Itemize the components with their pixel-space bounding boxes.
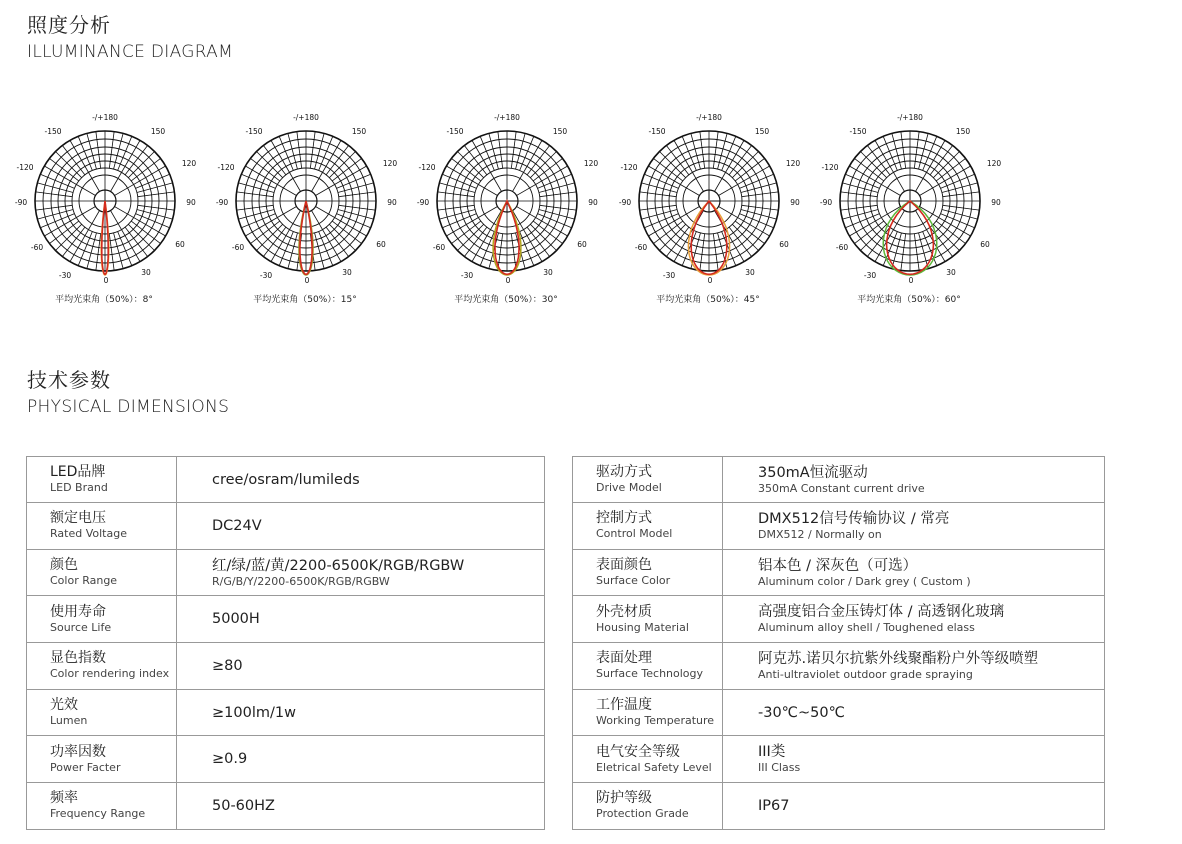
- spec-label-cn: 光效: [50, 697, 78, 714]
- grid-spoke: [237, 192, 274, 197]
- angle-label-bottom-left: -30: [259, 271, 273, 280]
- spec-label-cn: 频率: [50, 790, 78, 807]
- angle-label-right-upper: 120: [181, 159, 197, 168]
- spec-label-en: Lumen: [50, 714, 88, 728]
- angle-label-left-lower: -60: [231, 243, 245, 252]
- angle-label-left-upper: -120: [217, 163, 235, 172]
- spec-label-cell: [27, 596, 177, 643]
- angle-label-right-lower: 60: [175, 240, 185, 249]
- spec-value: cree/osram/lumileds: [212, 471, 360, 488]
- spec-label-cn: 使用寿命: [50, 603, 106, 620]
- spec-label-cn: 外壳材质: [596, 603, 652, 620]
- spec-value-sub: R/G/B/Y/2200-6500K/RGB/RGBW: [212, 574, 390, 588]
- left-spec-row: [27, 503, 545, 550]
- angle-label-right: 90: [186, 198, 196, 207]
- spec-label-cn: 表面颜色: [596, 557, 652, 574]
- spec-value-sub: 350mA Constant current drive: [758, 481, 925, 495]
- grid-spoke: [732, 224, 758, 250]
- angle-label-bottom-left: -30: [58, 271, 72, 280]
- grid-spoke: [257, 224, 283, 250]
- grid-spoke: [943, 205, 980, 210]
- grid-spoke: [310, 132, 315, 169]
- spec-label-cn: 额定电压: [50, 510, 106, 527]
- angle-label-top-left: -150: [648, 127, 666, 136]
- angle-label-top-left: -150: [245, 127, 263, 136]
- spec-value-cell: [723, 457, 1105, 503]
- angle-label-left: -90: [14, 198, 28, 207]
- grid-spoke: [339, 205, 376, 210]
- spec-value: ≥100lm/1w: [212, 704, 296, 721]
- polar-diagram: [810, 108, 1010, 308]
- angle-label-bottom: 0: [304, 276, 310, 285]
- right-spec-row: [573, 596, 1105, 643]
- grid-spoke: [530, 224, 556, 250]
- spec-value-cell: [723, 503, 1105, 550]
- grid-spoke: [96, 234, 101, 271]
- angle-label-top-left: -150: [446, 127, 464, 136]
- grid-spoke: [138, 192, 175, 197]
- polar-chart-svg: [609, 108, 809, 298]
- spec-label-en: Frequency Range: [50, 807, 146, 821]
- left-spec-row: [27, 783, 545, 830]
- grid-spoke: [329, 224, 355, 250]
- spec-label-en: Color rendering index: [50, 667, 170, 681]
- angle-label-left-lower: -60: [432, 243, 446, 252]
- right-spec-row: [573, 783, 1105, 830]
- spec-value: 阿克苏.诺贝尔抗紫外线聚酯粉户外等级喷塑: [758, 650, 1039, 667]
- spec-label-cn: 颜色: [50, 557, 78, 574]
- spec-label-en: LED Brand: [50, 481, 108, 494]
- grid-spoke: [36, 192, 73, 197]
- spec-label-en: Rated Voltage: [50, 527, 127, 541]
- spec-value-sub: DMX512 / Normally on: [758, 527, 882, 541]
- spec-label-en: Working Temperature: [596, 714, 715, 728]
- grid-spoke: [540, 192, 577, 197]
- grid-spoke: [640, 192, 677, 197]
- right-spec-row: [573, 736, 1105, 783]
- angle-label-right-upper: 120: [785, 159, 801, 168]
- polar-diagram: [5, 108, 205, 308]
- spec-value: 铝本色 / 深灰色（可选）: [758, 557, 918, 574]
- section-title-cn: 照度分析: [27, 13, 111, 37]
- spec-label-cell: [573, 689, 723, 736]
- angle-label-left-upper: -120: [821, 163, 839, 172]
- angle-label-top-right: 150: [351, 127, 367, 136]
- spec-label-en: Power Facter: [50, 760, 121, 774]
- grid-spoke: [458, 152, 484, 178]
- grid-spoke: [841, 205, 878, 210]
- angle-label-left-upper: -120: [16, 163, 34, 172]
- angle-label-left-upper: -120: [620, 163, 638, 172]
- spec-label-en: Control Model: [596, 527, 673, 541]
- spec-value-cell: [723, 736, 1105, 783]
- grid-spoke: [109, 132, 114, 169]
- spec-label-en: Drive Model: [596, 481, 662, 494]
- grid-spoke: [109, 234, 114, 271]
- grid-spoke: [540, 205, 577, 210]
- grid-spoke: [933, 152, 959, 178]
- spec-value-sub: Aluminum alloy shell / Toughened elass: [758, 621, 975, 635]
- grid-spoke: [498, 132, 503, 169]
- grid-spoke: [498, 234, 503, 271]
- polar-diagram: [206, 108, 406, 308]
- spec-value-cell: [177, 783, 545, 830]
- grid-spoke: [713, 234, 718, 271]
- grid-spoke: [713, 132, 718, 169]
- grid-spoke: [660, 224, 686, 250]
- angle-label-left-lower: -60: [835, 243, 849, 252]
- angle-label-left: -90: [215, 198, 229, 207]
- grid-spoke: [742, 192, 779, 197]
- spec-label-en: Source Life: [50, 620, 112, 634]
- left-spec-row: [27, 689, 545, 736]
- angle-label-bottom: 0: [707, 276, 713, 285]
- polar-chart-svg: [810, 108, 1010, 298]
- angle-label-bottom-left: -30: [863, 271, 877, 280]
- spec-value: III类: [758, 744, 786, 761]
- angle-label-right-lower: 60: [779, 240, 789, 249]
- grid-spoke: [530, 152, 556, 178]
- spec-value-cell: [723, 643, 1105, 690]
- right-spec-row: [573, 689, 1105, 736]
- spec-label-cell: [573, 736, 723, 783]
- angle-label-top-right: 150: [754, 127, 770, 136]
- angle-label-right: 90: [387, 198, 397, 207]
- spec-label-cn: 控制方式: [596, 510, 652, 527]
- spec-value-cell: [177, 503, 545, 550]
- angle-label-right-upper: 120: [583, 159, 599, 168]
- spec-value: 50-60HZ: [212, 797, 275, 814]
- grid-spoke: [511, 234, 516, 271]
- grid-spoke: [943, 192, 980, 197]
- spec-label-cell: [573, 783, 723, 830]
- spec-value-cell: [177, 643, 545, 690]
- angle-label-bottom: 0: [908, 276, 914, 285]
- angle-label-left-lower: -60: [634, 243, 648, 252]
- grid-spoke: [901, 234, 906, 271]
- beam-angle-caption: 平均光束角（50%）：8°: [55, 295, 153, 305]
- grid-spoke: [56, 152, 82, 178]
- angle-label-right-lower: 60: [376, 240, 386, 249]
- angle-label-left-lower: -60: [30, 243, 44, 252]
- grid-spoke: [297, 132, 302, 169]
- spec-value-cell: [723, 549, 1105, 596]
- spec-label-en: Protection Grade: [596, 807, 689, 821]
- left-spec-row: [27, 736, 545, 783]
- spec-label-cn: LED品牌: [50, 464, 106, 480]
- angle-label-top: -/+180: [494, 113, 520, 122]
- spec-label-cn: 防护等级: [596, 790, 652, 807]
- grid-spoke: [901, 132, 906, 169]
- spec-label-cn: 表面处理: [596, 650, 652, 667]
- grid-spoke: [640, 205, 677, 210]
- beam-angle-caption: 平均光束角（50%）：45°: [656, 295, 760, 305]
- spec-label-cell: [573, 549, 723, 596]
- spec-value-cell: [177, 596, 545, 643]
- spec-label-cell: [27, 457, 177, 503]
- angle-label-right-lower: 60: [980, 240, 990, 249]
- spec-label-cell: [573, 503, 723, 550]
- spec-value: 高强度铝合金压铸灯体 / 高透钢化玻璃: [758, 604, 1005, 621]
- spec-table-right: [572, 456, 1105, 830]
- grid-spoke: [660, 152, 686, 178]
- angle-label-right-upper: 120: [986, 159, 1002, 168]
- angle-label-right: 90: [790, 198, 800, 207]
- spec-label-cell: [573, 596, 723, 643]
- spec-label-cell: [27, 549, 177, 596]
- spec-value-sub: III Class: [758, 761, 801, 775]
- polar-chart-svg: [407, 108, 607, 298]
- polar-chart-svg: [5, 108, 205, 298]
- angle-label-bottom: 0: [505, 276, 511, 285]
- spec-value-sub: Anti-ultraviolet outdoor grade spraying: [758, 667, 973, 681]
- grid-spoke: [96, 132, 101, 169]
- angle-label-bottom-left: -30: [460, 271, 474, 280]
- angle-label-left: -90: [819, 198, 833, 207]
- spec-value: DMX512信号传输协议 / 常亮: [758, 510, 950, 527]
- spec-value: -30℃~50℃: [758, 704, 845, 721]
- spec-value: 5000H: [212, 611, 260, 628]
- spec-label-en: Housing Material: [596, 620, 689, 634]
- angle-label-bottom-right: 30: [543, 268, 553, 277]
- angle-label-bottom-right: 30: [745, 268, 755, 277]
- polar-diagram: [609, 108, 809, 308]
- spec-label-cell: [573, 457, 723, 503]
- angle-label-bottom-right: 30: [141, 268, 151, 277]
- spec-label-cn: 工作温度: [596, 697, 652, 714]
- beam-angle-caption: 平均光束角（50%）：60°: [857, 295, 961, 305]
- grid-spoke: [36, 205, 73, 210]
- angle-label-top-right: 150: [955, 127, 971, 136]
- angle-label-left-upper: -120: [418, 163, 436, 172]
- grid-spoke: [329, 152, 355, 178]
- spec-label-cell: [27, 689, 177, 736]
- grid-spoke: [700, 234, 705, 271]
- section-title-en-2: PHYSICAL DIMENSIONS: [27, 397, 230, 417]
- spec-value: ≥0.9: [212, 751, 248, 768]
- section-title-en: ILLUMINANCE DIAGRAM: [27, 42, 234, 62]
- grid-spoke: [257, 152, 283, 178]
- grid-spoke: [237, 205, 274, 210]
- spec-value-cell: [177, 457, 545, 503]
- spec-label-en: Surface Technology: [596, 667, 704, 681]
- right-spec-row: [573, 549, 1105, 596]
- spec-value-cell: [177, 736, 545, 783]
- grid-spoke: [138, 205, 175, 210]
- spec-label-cell: [27, 503, 177, 550]
- grid-spoke: [438, 192, 475, 197]
- left-spec-row: [27, 643, 545, 690]
- spec-value: 红/绿/蓝/黄/2200-6500K/RGB/RGBW: [212, 557, 465, 574]
- grid-spoke: [914, 234, 919, 271]
- angle-label-bottom: 0: [103, 276, 109, 285]
- spec-value-cell: [177, 549, 545, 596]
- grid-spoke: [339, 192, 376, 197]
- right-spec-row: [573, 503, 1105, 550]
- polar-diagram: [407, 108, 607, 308]
- section-title-cn-2: 技术参数: [27, 368, 111, 392]
- angle-label-top-left: -150: [849, 127, 867, 136]
- spec-value: IP67: [758, 797, 790, 814]
- grid-spoke: [458, 224, 484, 250]
- grid-spoke: [56, 224, 82, 250]
- angle-label-top: -/+180: [293, 113, 319, 122]
- grid-spoke: [700, 132, 705, 169]
- spec-value-cell: [723, 783, 1105, 830]
- angle-label-bottom-left: -30: [662, 271, 676, 280]
- left-spec-row: [27, 457, 545, 503]
- angle-label-right: 90: [588, 198, 598, 207]
- angle-label-top: -/+180: [897, 113, 923, 122]
- grid-spoke: [861, 152, 887, 178]
- spec-label-en: Surface Color: [596, 574, 671, 588]
- grid-spoke: [841, 192, 878, 197]
- spec-label-cn: 驱动方式: [596, 464, 652, 480]
- spec-value-cell: [723, 689, 1105, 736]
- grid-spoke: [438, 205, 475, 210]
- beam-angle-caption: 平均光束角（50%）：15°: [253, 295, 357, 305]
- spec-value: ≥80: [212, 657, 243, 674]
- grid-spoke: [732, 152, 758, 178]
- angle-label-left: -90: [618, 198, 632, 207]
- beam-angle-caption: 平均光束角（50%）：30°: [454, 295, 558, 305]
- right-spec-row: [573, 457, 1105, 503]
- spec-label-en: Color Range: [50, 574, 118, 588]
- left-spec-row: [27, 549, 545, 596]
- spec-value: DC24V: [212, 517, 262, 534]
- spec-table-left: [26, 456, 545, 830]
- spec-value-cell: [177, 689, 545, 736]
- angle-label-left: -90: [416, 198, 430, 207]
- angle-label-top-right: 150: [552, 127, 568, 136]
- polar-chart-svg: [206, 108, 406, 298]
- spec-value-sub: Aluminum color / Dark grey ( Custom ): [758, 574, 971, 588]
- spec-label-cell: [27, 783, 177, 830]
- angle-label-bottom-right: 30: [946, 268, 956, 277]
- angle-label-bottom-right: 30: [342, 268, 352, 277]
- angle-label-top-left: -150: [44, 127, 62, 136]
- spec-label-cn: 电气安全等级: [596, 743, 680, 760]
- spec-label-cell: [27, 643, 177, 690]
- grid-spoke: [511, 132, 516, 169]
- angle-label-top: -/+180: [696, 113, 722, 122]
- angle-label-top-right: 150: [150, 127, 166, 136]
- spec-label-cell: [27, 736, 177, 783]
- spec-label-cell: [573, 643, 723, 690]
- angle-label-right-upper: 120: [382, 159, 398, 168]
- spec-value: 350mA恒流驱动: [758, 464, 868, 481]
- angle-label-right: 90: [991, 198, 1001, 207]
- grid-spoke: [128, 224, 154, 250]
- angle-label-right-lower: 60: [577, 240, 587, 249]
- spec-value-cell: [723, 596, 1105, 643]
- left-spec-row: [27, 596, 545, 643]
- angle-label-top: -/+180: [92, 113, 118, 122]
- right-spec-row: [573, 643, 1105, 690]
- grid-spoke: [128, 152, 154, 178]
- grid-spoke: [742, 205, 779, 210]
- spec-label-cn: 功率因数: [50, 743, 106, 760]
- grid-spoke: [914, 132, 919, 169]
- spec-label-en: Eletrical Safety Level: [596, 760, 712, 774]
- spec-label-cn: 显色指数: [50, 650, 106, 667]
